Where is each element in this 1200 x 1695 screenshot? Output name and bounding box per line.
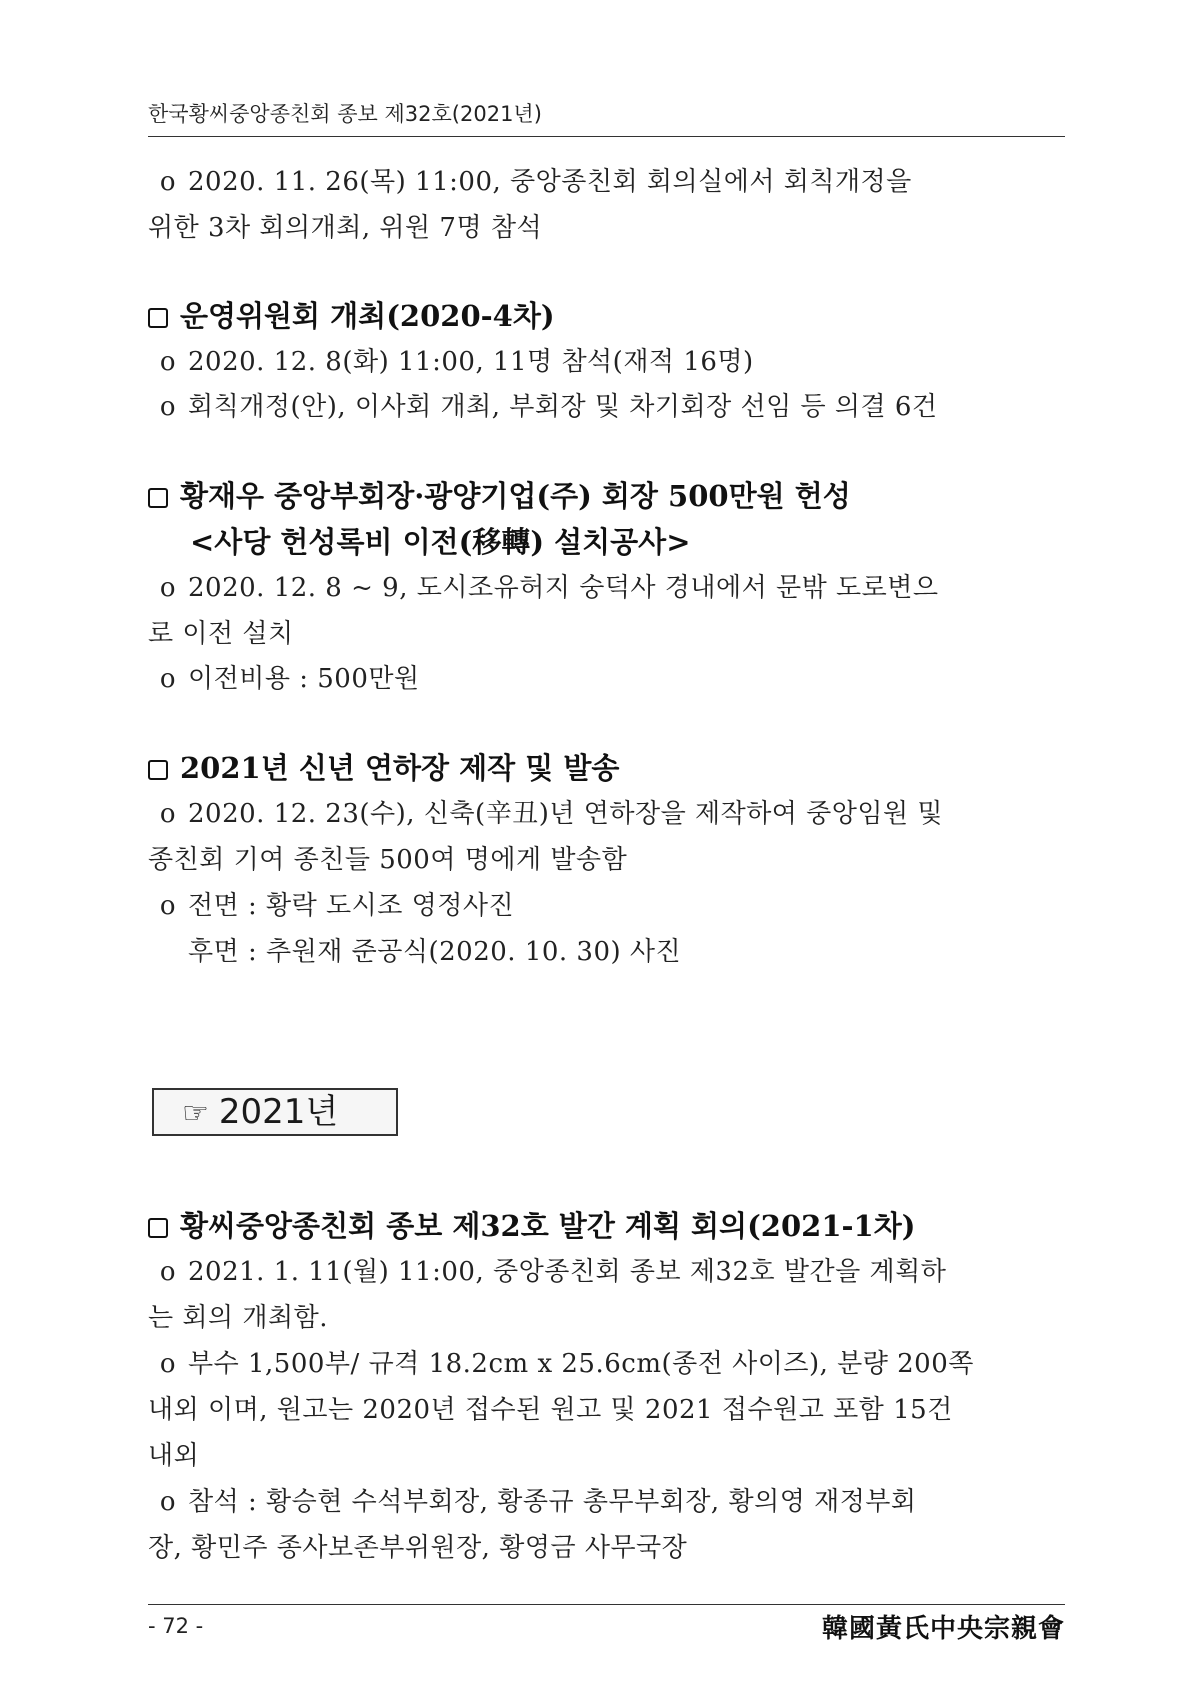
bullet: o [159, 573, 177, 603]
list-item-continuation: 내외 [148, 1441, 200, 1471]
list-item: o 전면 : 황락 도시조 영정사진 [148, 884, 1065, 928]
footer-divider [148, 1604, 1065, 1605]
year-label: 2021년 [218, 1092, 339, 1132]
bullet: o [159, 799, 177, 829]
page-number: - 72 - [148, 1614, 204, 1638]
section-title-donation: 황재우 중앙부회장·광양기업(주) 회장 500만원 헌성 [148, 474, 1088, 518]
bullet: o [159, 392, 177, 422]
bullet: o [159, 347, 177, 377]
square-bullet-icon [148, 1218, 168, 1238]
section-title-operating-committee: 운영위원회 개최(2020-4차) [148, 294, 1088, 338]
year-heading-box [152, 1088, 398, 1136]
list-item: o 2020. 12. 23(수), 신축(辛丑)년 연하장을 제작하여 중앙임원 및 [148, 792, 1065, 836]
organization-name: 韓國黃氏中央宗親會 [821, 1614, 1065, 1644]
square-bullet-icon [148, 760, 168, 780]
list-item: o 이전비용 : 500만원 [148, 657, 1065, 701]
square-bullet-icon [148, 308, 168, 328]
section-title-planning-meeting: 황씨중앙종친회 종보 제32호 발간 계획 회의(2021-1차) [148, 1204, 1088, 1248]
page-header [148, 96, 1065, 137]
bullet: o [159, 891, 177, 921]
list-item-continuation: 후면 : 추원재 준공식(2020. 10. 30) 사진 [188, 937, 682, 967]
section-title-new-year-card: 2021년 신년 연하장 제작 및 발송 [148, 746, 1088, 790]
intro-line-1: o 2020. 11. 26(목) 11:00, 중앙종친회 회의실에서 회칙개정을 [148, 160, 1065, 204]
list-item-continuation: 로 이전 설치 [148, 619, 294, 649]
list-item-continuation: 내외 이며, 원고는 2020년 접수된 원고 및 2021 접수원고 포함 15건 [148, 1395, 953, 1425]
list-item: o 2021. 1. 11(월) 11:00, 중앙종친회 종보 제32호 발간을 계획하 [148, 1250, 1065, 1294]
list-item-continuation: 종친회 기여 종친들 500여 명에게 발송함 [148, 845, 628, 875]
list-item: o 2020. 12. 8(화) 11:00, 11명 참석(재적 16명) [148, 340, 1065, 384]
square-bullet-icon [148, 488, 168, 508]
bullet: o [159, 1257, 177, 1287]
header-title: 한국황씨중앙종친회 종보 제32호(2021년) [148, 102, 542, 126]
bullet: o [159, 1487, 177, 1517]
bullet: o [159, 1349, 177, 1379]
list-item-continuation: 는 회의 개최함. [148, 1303, 328, 1333]
bullet: o [159, 167, 177, 197]
list-item: o 2020. 12. 8 ~ 9, 도시조유허지 숭덕사 경내에서 문밖 도로변으 [148, 566, 1065, 610]
intro-line-2: 위한 3차 회의개최, 위원 7명 참석 [148, 213, 543, 243]
list-item: o 부수 1,500부/ 규격 18.2cm x 25.6cm(종전 사이즈), 분량 200쪽 [148, 1342, 1065, 1386]
bullet: o [159, 664, 177, 694]
list-item: o 회칙개정(안), 이사회 개최, 부회장 및 차기회장 선임 등 의결 6건 [148, 385, 1065, 429]
list-item: o 참석 : 황승현 수석부회장, 황종규 총무부회장, 황의영 재정부회 [148, 1480, 1065, 1524]
section-subtitle: <사당 헌성록비 이전(移轉) 설치공사> [190, 525, 691, 559]
list-item-continuation: 장, 황민주 종사보존부위원장, 황영금 사무국장 [148, 1533, 688, 1563]
pointing-hand-icon: ☞ [182, 1096, 209, 1131]
